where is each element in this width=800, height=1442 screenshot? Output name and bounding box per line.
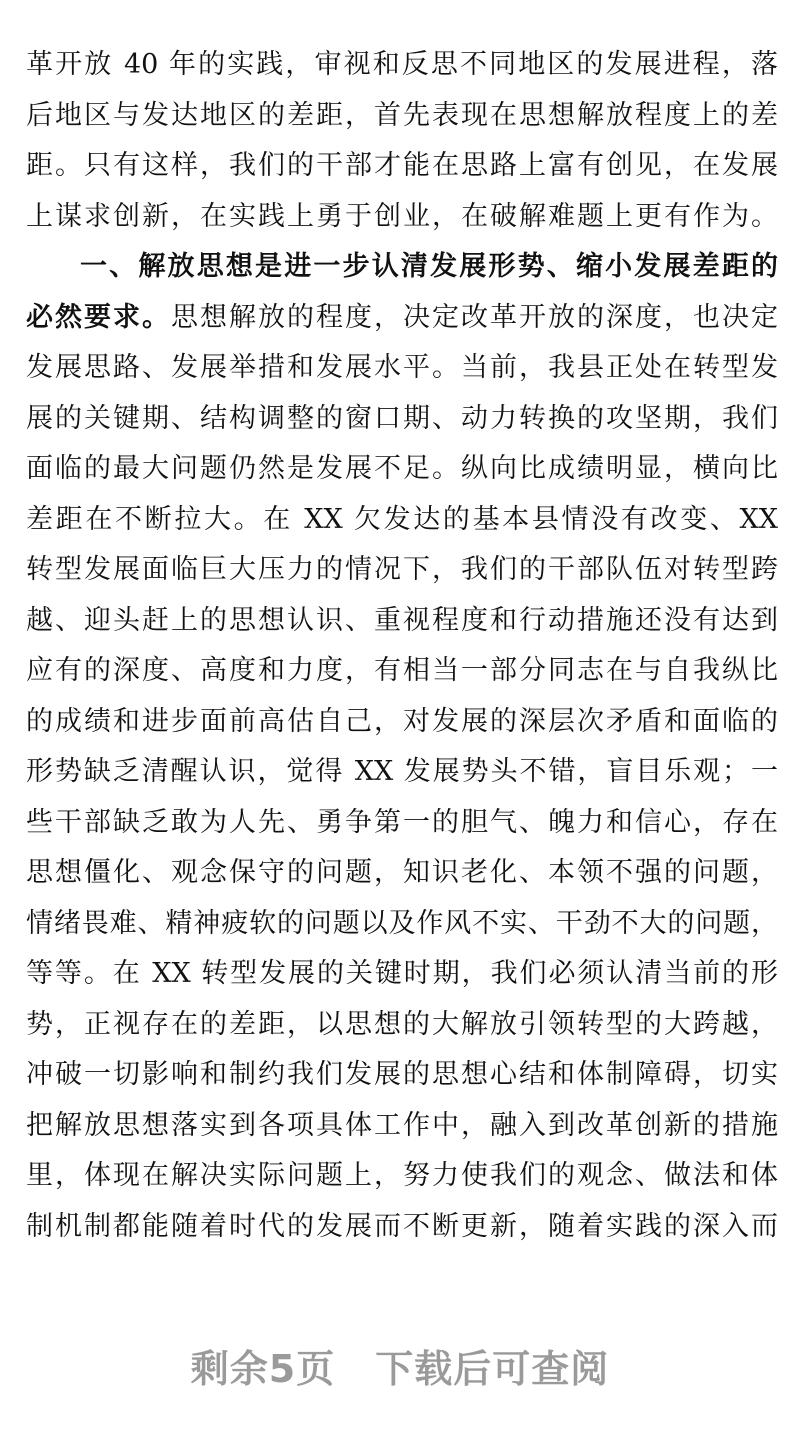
text-line: 越、迎头赶上的思想认识、重视程度和行动措施还没有达到 (26, 604, 778, 636)
text-line: 等等。在 XX 转型发展的关键时期，我们必须认清当前的形 (26, 958, 778, 989)
section-heading: 一、解放思想是进一步认清发展形势、缩小发展差距的 (80, 251, 778, 282)
text-line: 展的关键期、结构调整的窗口期、动力转换的攻坚期，我们 (26, 402, 778, 434)
text-line: 上谋求创新，在实践上勇于创业，在破解难题上更有作为。 (26, 200, 778, 232)
text-line: 差距在不断拉大。在 XX 欠发达的基本县情没有改变、XX (26, 503, 778, 535)
text-line: 冲破一切影响和制约我们发展的思想心结和体制障碍，切实 (26, 1059, 778, 1090)
text-line: 形势缺乏清醒认识，觉得 XX 发展势头不错，盲目乐观；一 (26, 756, 778, 787)
text-line: 革开放 40 年的实践，审视和反思不同地区的发展进程，落 (26, 49, 778, 80)
text-line-rest: 思想解放的程度，决定改革开放的深度，也决定 (171, 301, 778, 333)
text-line: 些干部缺乏敢为人先、勇争第一的胆气、魄力和信心，存在 (26, 806, 778, 838)
text-line: 的成绩和进步面前高估自己，对发展的深层次矛盾和面临的 (26, 705, 778, 737)
document-body (26, 40, 778, 1252)
text-line: 发展思路、发展举措和发展水平。当前，我县正处在转型发 (26, 352, 778, 383)
text-line: 后地区与发达地区的差距，首先表现在思想解放程度上的差 (26, 99, 778, 131)
text-line: 里，体现在解决实际问题上，努力使我们的观念、做法和体 (26, 1160, 778, 1191)
section-heading-line (26, 242, 778, 293)
download-prompt[interactable] (0, 1338, 800, 1393)
text-line: 转型发展面临巨大压力的情况下，我们的干部队伍对转型跨 (26, 554, 778, 585)
remaining-pages-label: 剩余5页 (190, 1347, 336, 1391)
text-line: 应有的深度、高度和力度，有相当一部分同志在与自我纵比 (26, 655, 778, 686)
download-hint-label: 下载后可查阅 (375, 1347, 610, 1391)
text-line: 把解放思想落实到各项具体工作中，融入到改革创新的措施 (26, 1109, 778, 1141)
text-line (26, 293, 778, 344)
text-line: 面临的最大问题仍然是发展不足。纵向比成绩明显，横向比 (26, 453, 778, 484)
text-line: 思想僵化、观念保守的问题，知识老化、本领不强的问题， (26, 857, 778, 888)
text-line: 势，正视存在的差距，以思想的大解放引领转型的大跨越， (26, 1008, 778, 1040)
text-line: 情绪畏难、精神疲软的问题以及作风不实、干劲不大的问题， (26, 907, 778, 939)
section-heading-end: 必然要求。 (26, 301, 171, 333)
text-line: 制机制都能随着时代的发展而不断更新，随着实践的深入而 (26, 1210, 778, 1242)
text-line: 距。只有这样，我们的干部才能在思路上富有创见，在发展 (26, 150, 778, 181)
